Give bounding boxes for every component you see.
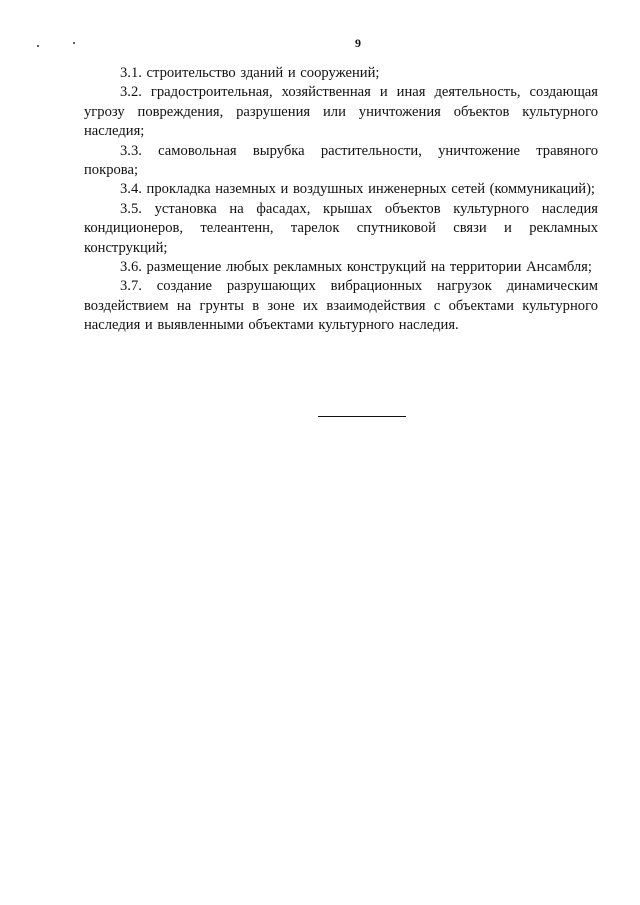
clause-3-2: 3.2. градостроительная, хозяйственная и иная деятельность, создающая угрозу повреждения, разрушения или уничтожения объектов культурного наследия; — [84, 84, 598, 140]
clause-3-1: 3.1. строительство зданий и сооружений; — [120, 65, 380, 81]
clause-3-4: 3.4. прокладка наземных и воздушных инженерных сетей (коммуникаций); — [120, 181, 595, 198]
document-body — [84, 64, 598, 336]
page-number: 9 — [355, 36, 361, 50]
end-separator-line — [318, 416, 406, 417]
clause-3-3: 3.3. самовольная вырубка растительности, уничтожение травяного покрова; — [84, 142, 598, 179]
clause-3-7: 3.7. создание разрушающих вибрационных нагрузок динамическим воздействием на грунты в зоне их взаимодействия с объектами культурного наследия и выявленными объектами культурного наследия. — [84, 278, 598, 334]
clause-3-6: 3.6. размещение любых рекламных конструкций на территории Ансамбля; — [120, 259, 592, 276]
clause-3-5: 3.5. установка на фасадах, крышах объектов культурного наследия кондиционеров, телеантенн, тарелок спутниковой связи и рекламных конструкций; — [84, 200, 598, 256]
